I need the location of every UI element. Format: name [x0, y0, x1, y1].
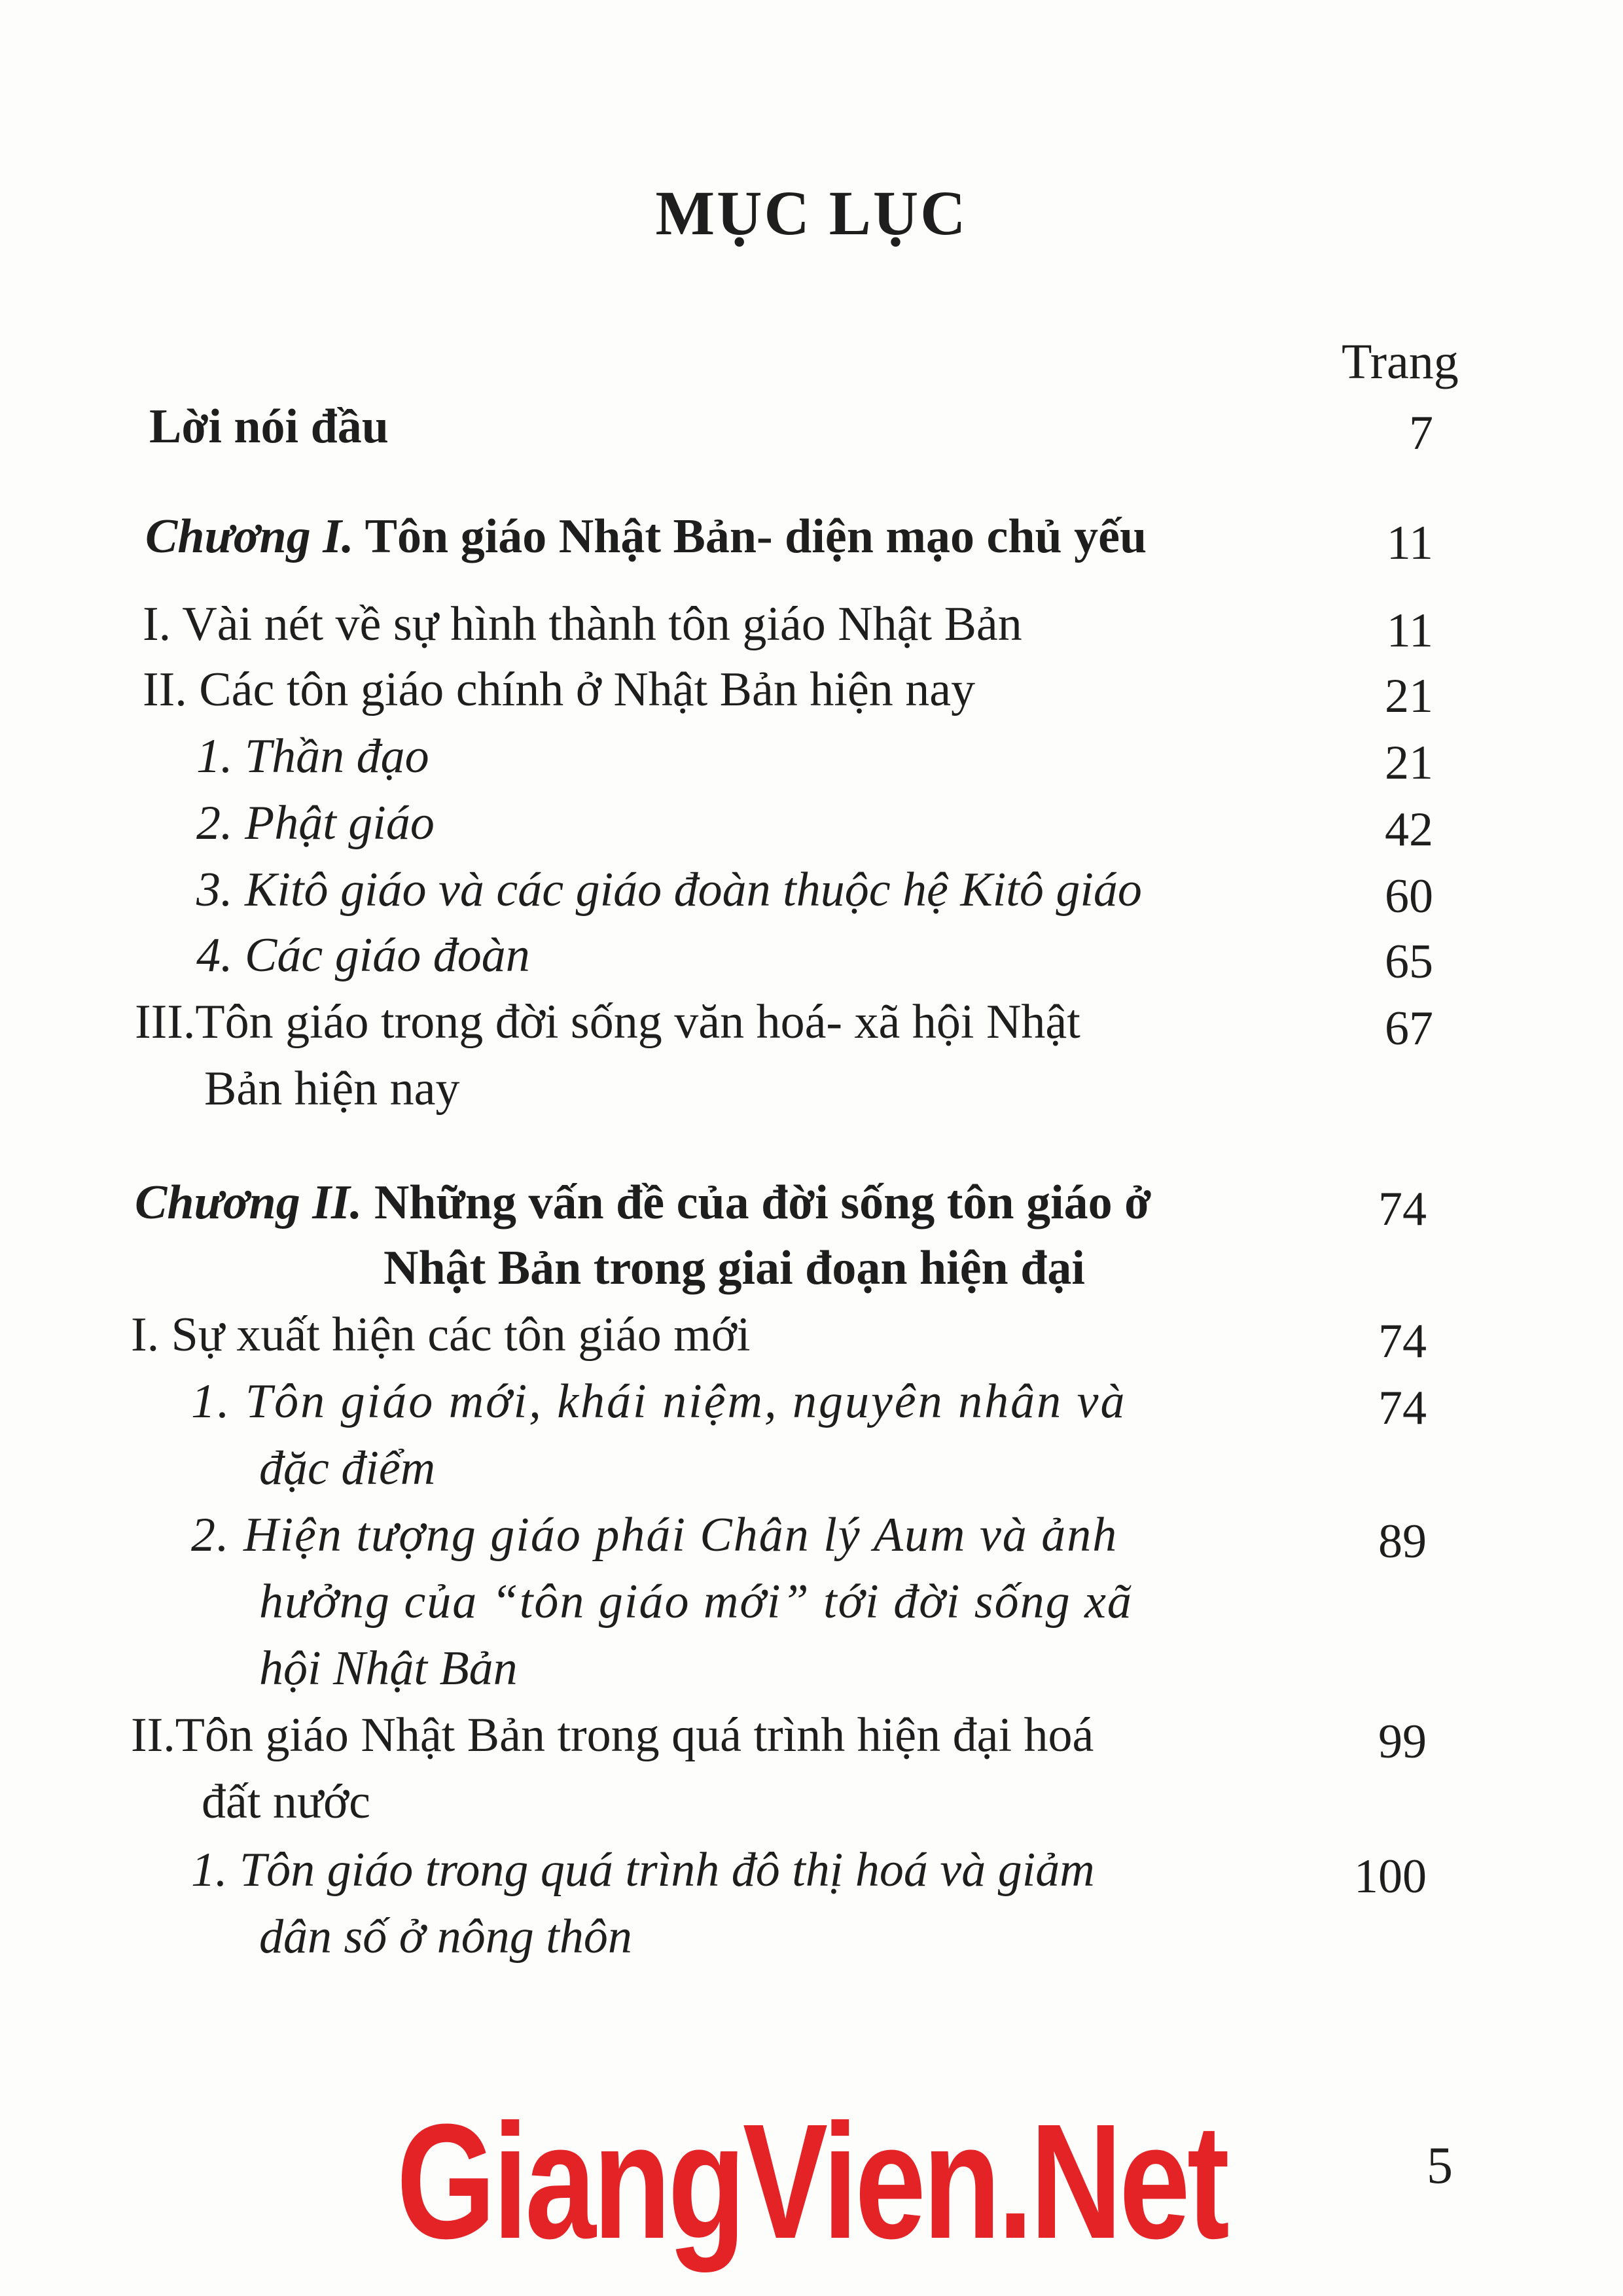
toc-entry-2-II-1: 1. Tôn giáo trong quá trình đô thị hoá và giảm [191, 1843, 1095, 1897]
toc-entry-1-III: III.Tôn giáo trong đời sống văn hoá- xã hội Nhật [135, 995, 1080, 1049]
toc-entry-1-II-1: 1. Thần đạo [196, 730, 429, 783]
toc-page-1-II-2: 42 [1385, 803, 1433, 857]
toc-page-chapter-2: 74 [1378, 1182, 1427, 1236]
toc-entry-1-II-2: 2. Phật giáo [196, 796, 435, 850]
watermark-logo: GiangVien.Net [396, 2090, 1227, 2272]
toc-page-2-I-2: 89 [1378, 1515, 1427, 1568]
toc-entry-2-I-2-cont2: hội Nhật Bản [259, 1642, 518, 1695]
toc-page-chapter-1: 11 [1386, 516, 1433, 570]
chapter-title: Tôn giáo Nhật Bản- diện mạo chủ yếu [353, 510, 1147, 563]
toc-page-1-II-1: 21 [1385, 736, 1433, 790]
toc-entry-2-II: II.Tôn giáo Nhật Bản trong quá trình hiện đại hoá [131, 1708, 1094, 1762]
toc-entry-1-I: I. Vài nét về sự hình thành tôn giáo Nhật Bản [143, 597, 1022, 651]
chapter-title: Những vấn đề của đời sống tôn giáo ở [362, 1176, 1152, 1229]
toc-page-1-II-4: 65 [1385, 935, 1433, 989]
toc-entry-chapter-1 [145, 509, 1147, 565]
toc-page-preface: 7 [1409, 406, 1433, 460]
page-number: 5 [1427, 2137, 1453, 2195]
toc-entry-2-II-1-cont: dân số ở nông thôn [259, 1910, 632, 1964]
toc-entry-2-I-2: 2. Hiện tượng giáo phái Chân lý Aum và ảnh [191, 1508, 1118, 1562]
toc-entry-1-II-3: 3. Kitô giáo và các giáo đoàn thuộc hệ Kitô giáo [196, 863, 1142, 917]
chapter-label: Chương II. [135, 1176, 363, 1229]
toc-page-1-II: 21 [1385, 669, 1433, 723]
page-title: MỤC LỤC [655, 178, 968, 248]
toc-entry-1-III-cont: Bản hiện nay [204, 1062, 460, 1116]
toc-entry-2-II-cont: đất nước [202, 1775, 370, 1829]
toc-page-2-II-1: 100 [1354, 1850, 1427, 1903]
toc-entry-1-II-4: 4. Các giáo đoàn [196, 928, 530, 982]
toc-page-2-I-1: 74 [1378, 1381, 1427, 1435]
page-column-header: Trang [1342, 334, 1459, 389]
toc-entry-chapter-2 [135, 1175, 1151, 1231]
toc-entry-2-I-2-cont: hưởng của “tôn giáo mới” tới đời sống xã [259, 1575, 1133, 1629]
toc-page-1-III: 67 [1385, 1002, 1433, 1055]
toc-page-2-II: 99 [1378, 1715, 1427, 1769]
toc-page-1-I: 11 [1386, 604, 1433, 658]
toc-entry-chapter-2-cont: Nhật Bản trong giai đoạn hiện đại [383, 1241, 1085, 1295]
chapter-label: Chương I. [145, 510, 354, 563]
toc-entry-2-I-1-cont: đặc điểm [259, 1441, 436, 1495]
toc-entry-1-II: II. Các tôn giáo chính ở Nhật Bản hiện nay [143, 663, 976, 716]
toc-entry-2-I: I. Sự xuất hiện các tôn giáo mới [131, 1308, 751, 1362]
toc-page-1-II-3: 60 [1385, 870, 1433, 923]
toc-page-2-I: 74 [1378, 1315, 1427, 1368]
toc-entry-preface: Lời nói đầu [149, 400, 389, 453]
toc-entry-2-I-1: 1. Tôn giáo mới, khái niệm, nguyên nhân và [191, 1375, 1127, 1428]
